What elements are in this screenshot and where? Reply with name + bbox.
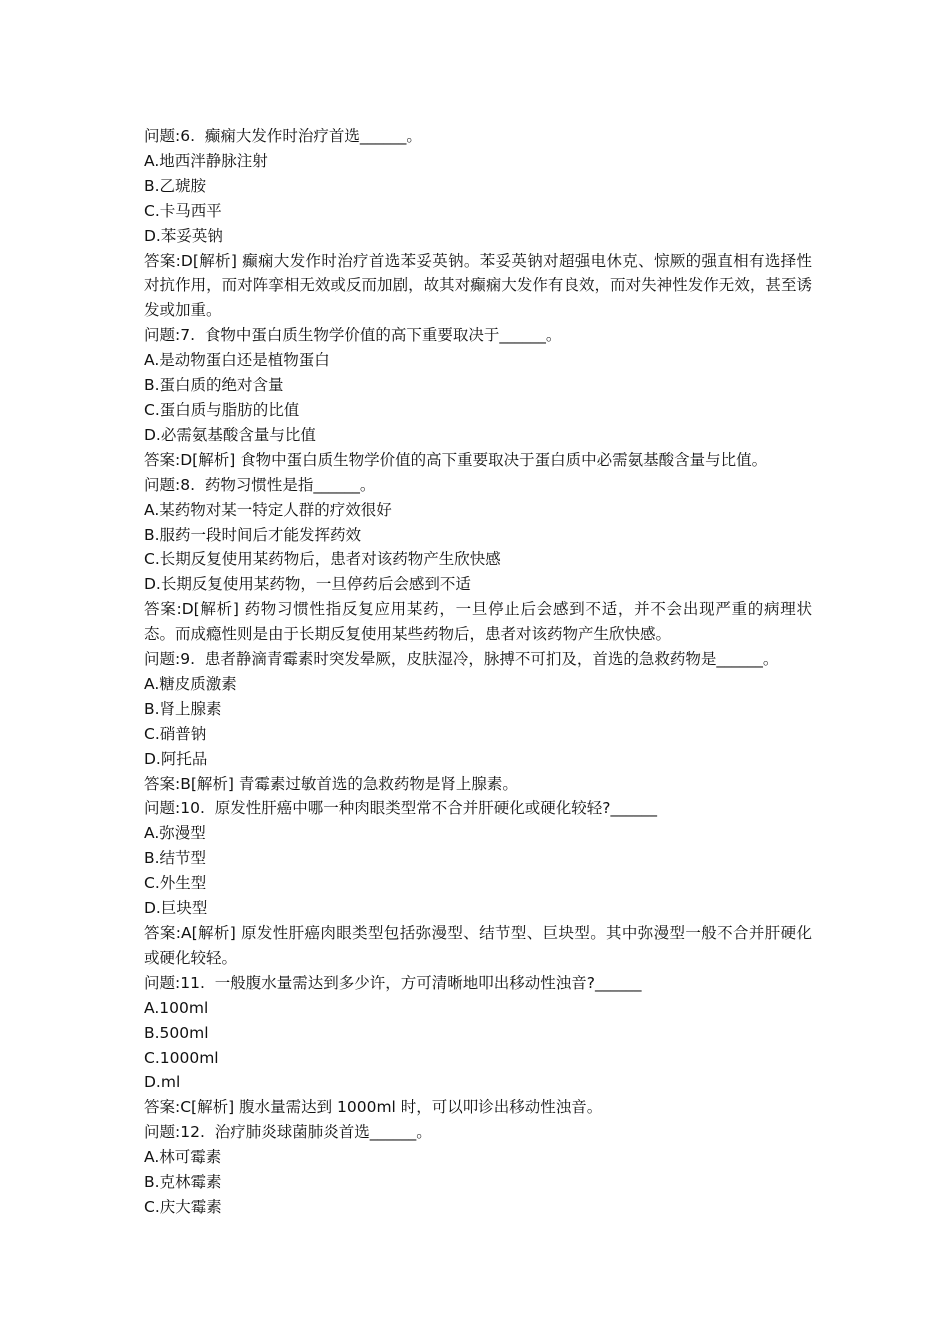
question-block bbox=[144, 796, 812, 970]
answer-explanation: 答案:D[解析] 药物习惯性指反复应用某药，一旦停止后会感到不适，并不会出现严重的病理状态。而成瘾性则是由于长期反复使用某些药物后，患者对该药物产生欣快感。 bbox=[144, 600, 812, 644]
question-text: 问题:9. 患者静滴青霉素时突发晕厥，皮肤湿冷，脉搏不可扪及，首选的急救药物是______。 bbox=[144, 650, 779, 669]
question-text: 问题:7. 食物中蛋白质生物学价值的高下重要取决于______。 bbox=[144, 326, 562, 345]
option-text: C.卡马西平 bbox=[144, 201, 222, 220]
option-text: A.弥漫型 bbox=[144, 824, 206, 843]
question-text: 问题:8. 药物习惯性是指______。 bbox=[144, 475, 376, 494]
option-text: A.某药物对某一特定人群的疗效很好 bbox=[144, 500, 392, 519]
answer-explanation: 答案:D[解析] 癫痫大发作时治疗首选苯妥英钠。苯妥英钠对超强电休克、惊厥的强直相有选择性对抗作用，而对阵挛相无效或反而加剧，故其对癫痫大发作有良效，而对失神性发作无效，甚至诱发或加重。 bbox=[144, 251, 812, 320]
option-text: C.庆大霉素 bbox=[144, 1197, 222, 1216]
option-text: C.1000ml bbox=[144, 1048, 219, 1067]
question-text: 问题:6. 癫痫大发作时治疗首选______。 bbox=[144, 127, 422, 145]
question-block bbox=[144, 647, 812, 796]
option-text: D.阿托品 bbox=[144, 749, 208, 768]
option-text: A.100ml bbox=[144, 998, 209, 1017]
question-block bbox=[144, 473, 812, 647]
option-text: D.ml bbox=[144, 1073, 181, 1092]
question-text: 问题:11. 一般腹水量需达到多少许，方可清晰地叩出移动性浊音?______ bbox=[144, 973, 642, 992]
option-text: B.结节型 bbox=[144, 849, 207, 868]
option-text: D.苯妥英钠 bbox=[144, 226, 223, 245]
option-text: C.硝普钠 bbox=[144, 724, 207, 743]
question-block bbox=[144, 971, 812, 1120]
answer-explanation: 答案:A[解析] 原发性肝癌肉眼类型包括弥漫型、结节型、巨块型。其中弥漫型一般不合并肝硬化或硬化较轻。 bbox=[144, 924, 812, 967]
answer-explanation: 答案:B[解析] 青霉素过敏首选的急救药物是肾上腺素。 bbox=[144, 774, 518, 793]
option-text: A.林可霉素 bbox=[144, 1148, 222, 1167]
answer-explanation: 答案:D[解析] 食物中蛋白质生物学价值的高下重要取决于蛋白质中必需氨基酸含量与比值。 bbox=[144, 450, 768, 469]
option-text: C.长期反复使用某药物后，患者对该药物产生欣快感 bbox=[144, 550, 501, 569]
question-block bbox=[144, 124, 812, 323]
option-text: B.蛋白质的绝对含量 bbox=[144, 376, 284, 395]
option-text: D.长期反复使用某药物，一旦停药后会感到不适 bbox=[144, 575, 471, 594]
option-text: C.外生型 bbox=[144, 874, 207, 893]
option-text: B.克林霉素 bbox=[144, 1173, 222, 1192]
option-text: C.蛋白质与脂肪的比值 bbox=[144, 400, 300, 419]
answer-explanation: 答案:C[解析] 腹水量需达到 1000ml 时，可以叩诊出移动性浊音。 bbox=[144, 1098, 603, 1117]
option-text: D.必需氨基酸含量与比值 bbox=[144, 425, 316, 444]
question-text: 问题:10. 原发性肝癌中哪一种肉眼类型常不合并肝硬化或硬化较轻?______ bbox=[144, 799, 657, 818]
question-block bbox=[144, 1120, 812, 1220]
option-text: B.服药一段时间后才能发挥药效 bbox=[144, 525, 362, 544]
option-text: B.乙琥胺 bbox=[144, 176, 207, 195]
document-page bbox=[144, 124, 812, 1220]
option-text: A.是动物蛋白还是植物蛋白 bbox=[144, 351, 330, 370]
question-block bbox=[144, 323, 812, 472]
option-text: A.糖皮质激素 bbox=[144, 674, 237, 693]
question-text: 问题:12. 治疗肺炎球菌肺炎首选______。 bbox=[144, 1123, 432, 1142]
option-text: A.地西泮静脉注射 bbox=[144, 151, 268, 170]
option-text: B.500ml bbox=[144, 1023, 209, 1042]
option-text: D.巨块型 bbox=[144, 899, 208, 918]
option-text: B.肾上腺素 bbox=[144, 699, 222, 718]
